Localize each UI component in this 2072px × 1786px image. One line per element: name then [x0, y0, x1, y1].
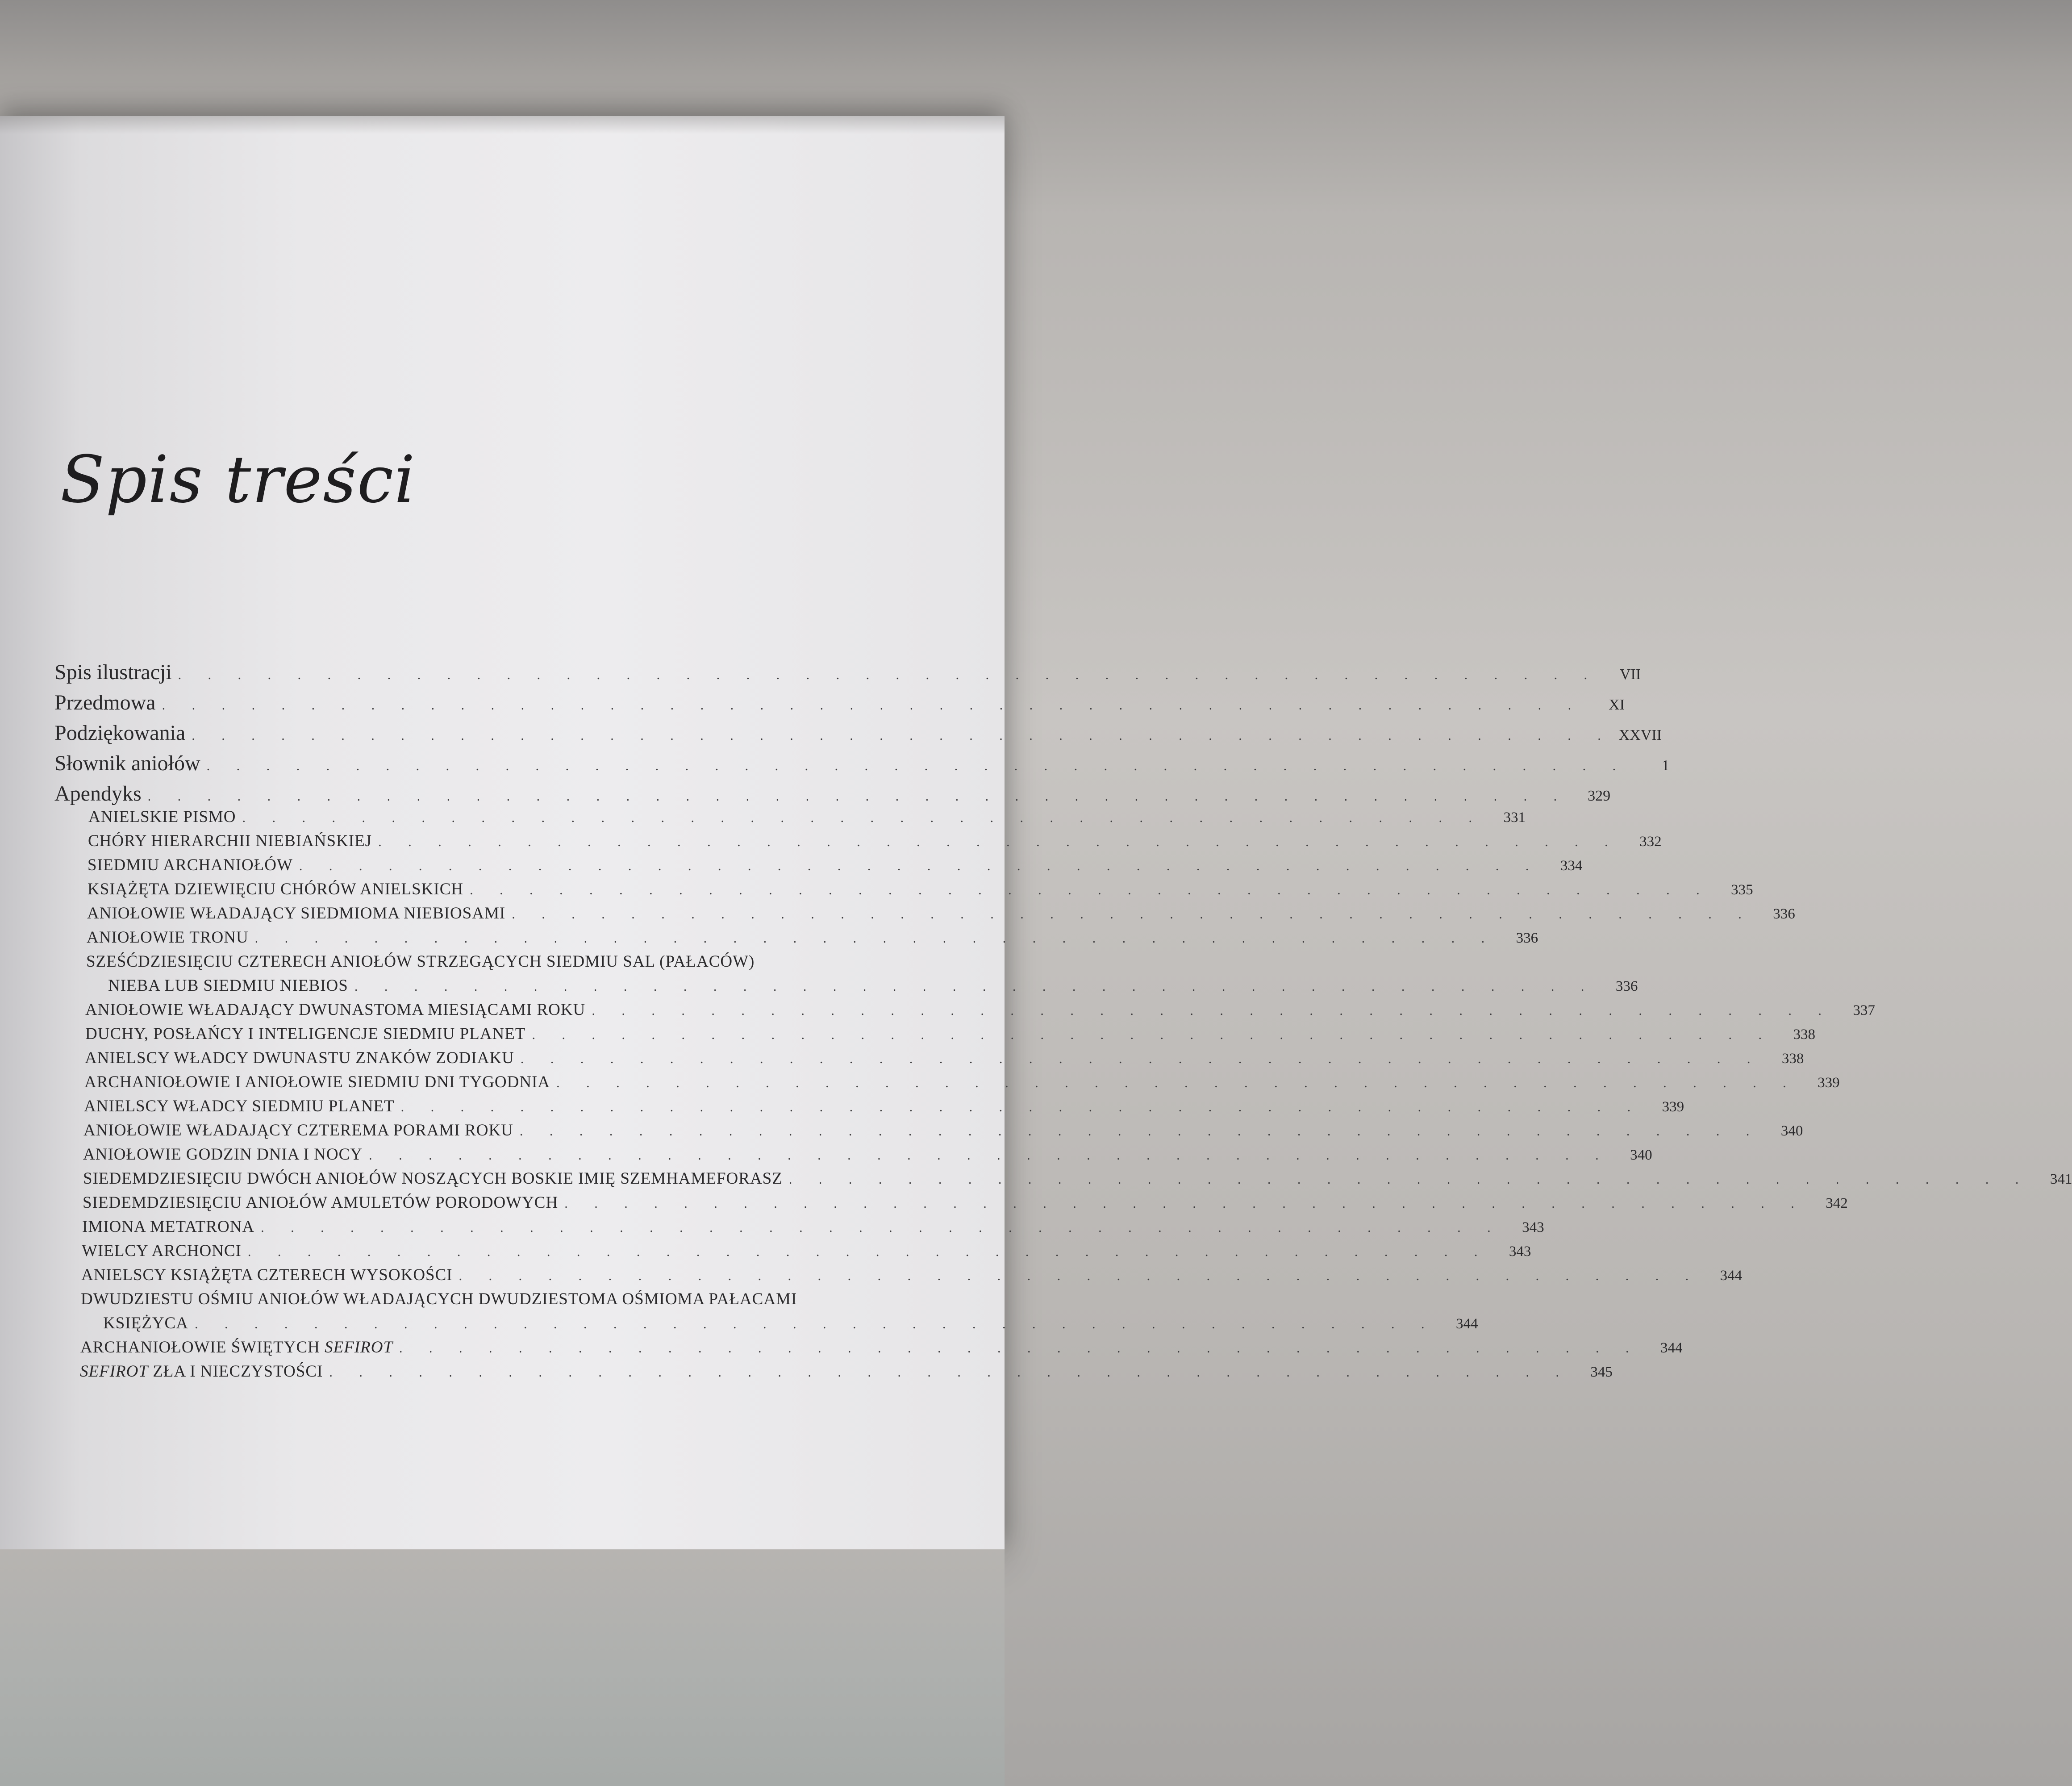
toc-page-number: 337 — [1853, 1002, 1875, 1018]
toc-page-number: 341 — [2050, 1171, 2072, 1187]
toc-page-number: 1 — [1662, 757, 1670, 774]
toc-subentry-label: ANIELSCY KSIĄŻĘTA CZTERECH WYSOKOŚCI — [81, 1266, 453, 1284]
toc-subentry[interactable] — [87, 904, 1795, 923]
toc-entry[interactable] — [54, 690, 1625, 715]
toc-page-number: 339 — [1662, 1099, 1684, 1115]
toc-subentry-label: ANIOŁOWIE TRONU — [87, 928, 249, 947]
toc-page-number: 343 — [1522, 1219, 1544, 1235]
leader-dots: . . . . . . . . . . . . . . . . . . . . . . . . . . . . . . . . . . . . . . . . . . — [470, 883, 1711, 897]
toc-entry[interactable] — [54, 781, 1611, 806]
label-text: ARCHANIOŁOWIE ŚWIĘTYCH — [80, 1338, 325, 1356]
toc-subentry[interactable] — [84, 1097, 1684, 1116]
toc-page-number: 334 — [1560, 858, 1583, 874]
leader-dots: . . . . . . . . . . . . . . . . . . . . . . . . . . . . . . . . . . . . . . . . . . — [242, 810, 1484, 825]
toc-subentry-label: SIEDEMDZIESIĘCIU DWÓCH ANIOŁÓW NOSZĄCYCH BOSKIE IMIĘ SZEMHAMEFORASZ — [83, 1169, 783, 1188]
leader-dots: . . . . . . . . . . . . . . . . . . . . . . . . . . . . . . . . . . . . . . . . . . — [299, 859, 1541, 873]
leader-dots: . . . . . . . . . . . . . . . . . . . . . . . . . . . . . . . . . . . . . . . . . . — [564, 1196, 1806, 1211]
leader-dots: . . . . . . . . . . . . . . . . . . . . . . . . . . . . . . . . . . . . . . . . . . . . . . . . — [206, 759, 1628, 773]
toc-page-number: XI — [1609, 697, 1625, 713]
leader-dots: . . . . . . . . . . . . . . . . . . . . . . . . . . . . . . . . . . . . . . . . . . — [399, 1341, 1641, 1356]
toc-subentry[interactable] — [81, 1265, 1743, 1285]
leader-dots: . . . . . . . . . . . . . . . . . . . . . . . . . . . . . . . . . . . . . . . . . . — [400, 1100, 1643, 1114]
toc-entry-label: Podziękowania — [54, 721, 186, 745]
toc-subentry-label: ANIELSCY WŁADCY SIEDMIU PLANET — [84, 1097, 395, 1115]
toc-subentry[interactable] — [88, 807, 1526, 826]
toc-subentry-label: ANIOŁOWIE WŁADAJĄCY DWUNASTOMA MIESIĄCAMI ROKU — [85, 1001, 586, 1019]
toc-page-number: 331 — [1503, 810, 1526, 826]
leader-dots: . . . . . . . . . . . . . . . . . . . . . . . . . . . . . . . . . . . . . . . . . . — [520, 1052, 1762, 1066]
toc-subentry-label: ARCHANIOŁOWIE I ANIOŁOWIE SIEDMIU DNI TYGODNIA — [84, 1073, 550, 1091]
toc-page-number: 335 — [1731, 882, 1753, 898]
toc-subentry[interactable] — [84, 1072, 1840, 1092]
toc-subentry[interactable] — [85, 1048, 1804, 1068]
toc-subentry-label: ANIOŁOWIE WŁADAJĄCY SIEDMIOMA NIEBIOSAMI — [87, 904, 506, 922]
leader-dots: . . . . . . . . . . . . . . . . . . . . . . . . . . . . . . . . . . . . . . . . . . — [459, 1269, 1701, 1283]
toc-subentry[interactable] — [88, 831, 1662, 851]
toc-page-number: 338 — [1781, 1051, 1804, 1067]
italic-term: SEFIROT — [325, 1338, 393, 1356]
toc-subentry-label: IMIONA METATRONA — [82, 1218, 255, 1236]
leader-dots: . . . . . . . . . . . . . . . . . . . . . . . . . . . . . . . . . . . . . . . . . . — [329, 1365, 1571, 1380]
leader-dots: . . . . . . . . . . . . . . . . . . . . . . . . . . . . . . . . . . . . . . . . . . — [592, 1003, 1833, 1018]
leader-dots: . . . . . . . . . . . . . . . . . . . . . . . . . . . . . . . . . . . . . . . . . . . . . . . . — [192, 728, 1613, 743]
toc-subentry-label: ANIOŁOWIE GODZIN DNIA I NOCY — [83, 1145, 363, 1164]
leader-dots: . . . . . . . . . . . . . . . . . . . . . . . . . . . . . . . . . . . . . . . . . . — [519, 1124, 1761, 1139]
leader-dots: . . . . . . . . . . . . . . . . . . . . . . . . . . . . . . . . . . . . . . . . . . . . . . . . — [178, 668, 1599, 682]
leader-dots: . . . . . . . . . . . . . . . . . . . . . . . . . . . . . . . . . . . . . . . . . . — [512, 907, 1753, 922]
leader-dots: . . . . . . . . . . . . . . . . . . . . . . . . . . . . . . . . . . . . . . . . . . — [378, 835, 1620, 849]
toc-subentry[interactable] — [83, 1145, 1652, 1164]
toc-subentry[interactable] — [103, 1314, 1478, 1333]
background-surface — [0, 1549, 1005, 1786]
toc-page-number: 344 — [1660, 1340, 1683, 1356]
toc-subentry-label — [80, 1362, 323, 1381]
toc-page-number: 340 — [1630, 1147, 1652, 1163]
leader-dots: . . . . . . . . . . . . . . . . . . . . . . . . . . . . . . . . . . . . . . . . . . . . . . . . — [147, 789, 1569, 804]
toc-page-number: 343 — [1509, 1244, 1531, 1260]
leader-dots: . . . . . . . . . . . . . . . . . . . . . . . . . . . . . . . . . . . . . . . . . . — [194, 1317, 1436, 1331]
toc-subentry-label: DUCHY, POSŁAŃCY I INTELIGENCJE SIEDMIU PLANET — [85, 1025, 526, 1043]
italic-term: SEFIROT — [80, 1362, 148, 1381]
toc-subentry[interactable] — [80, 1362, 1613, 1381]
toc-page-number: 336 — [1773, 906, 1795, 922]
toc-subentry[interactable] — [82, 1217, 1544, 1236]
toc-entry-label: Spis ilustracji — [54, 660, 172, 684]
toc-page-number: 344 — [1455, 1316, 1478, 1332]
leader-dots: . . . . . . . . . . . . . . . . . . . . . . . . . . . . . . . . . . . . . . . . . . — [532, 1027, 1773, 1042]
page-title: Spis treści — [60, 442, 416, 517]
toc-page-number: XXVII — [1618, 727, 1662, 743]
toc-subentry-label-line1[interactable]: DWUDZIESTU OŚMIU ANIOŁÓW WŁADAJĄCYCH DWUDZIESTOMA OŚMIOMA PAŁACAMI — [81, 1290, 797, 1308]
leader-dots: . . . . . . . . . . . . . . . . . . . . . . . . . . . . . . . . . . . . . . . . . . — [261, 1220, 1502, 1235]
leader-dots: . . . . . . . . . . . . . . . . . . . . . . . . . . . . . . . . . . . . . . . . . . — [254, 931, 1497, 946]
toc-page-number: 339 — [1818, 1075, 1840, 1091]
toc-subentry-label: ANIELSKIE PISMO — [88, 808, 236, 826]
toc-page-number: 336 — [1615, 978, 1638, 994]
leader-dots: . . . . . . . . . . . . . . . . . . . . . . . . . . . . . . . . . . . . . . . . . . — [354, 979, 1596, 994]
toc-page-number: 342 — [1826, 1195, 1848, 1211]
toc-subentry-label: NIEBA LUB SIEDMIU NIEBIOS — [108, 976, 348, 995]
toc-subentry[interactable] — [88, 880, 1753, 899]
toc-page-number: VII — [1619, 666, 1641, 683]
toc-subentry[interactable] — [85, 1024, 1815, 1043]
toc-subentry[interactable] — [88, 855, 1583, 875]
toc-subentry-label: KSIĘŻYCA — [103, 1314, 188, 1332]
toc-page-number: 332 — [1639, 834, 1662, 850]
toc-subentry[interactable] — [83, 1193, 1848, 1212]
toc-entry-label: Przedmowa — [54, 691, 156, 714]
toc-entry-label: Słownik aniołów — [54, 751, 200, 775]
toc-page-number: 338 — [1793, 1027, 1815, 1043]
toc-subentry-label: ANIOŁOWIE WŁADAJĄCY CZTEREMA PORAMI ROKU — [83, 1121, 513, 1139]
toc-subentry[interactable] — [108, 976, 1638, 995]
toc-entry[interactable] — [54, 721, 1662, 745]
toc-subentry-label: SIEDEMDZIESIĘCIU ANIOŁÓW AMULETÓW PORODOWYCH — [83, 1193, 559, 1212]
toc-page-number: 336 — [1516, 930, 1538, 946]
leader-dots: . . . . . . . . . . . . . . . . . . . . . . . . . . . . . . . . . . . . . . . . . . — [247, 1244, 1489, 1259]
toc-page-number: 340 — [1780, 1123, 1803, 1139]
toc-subentry[interactable] — [85, 1000, 1875, 1019]
leader-dots: . . . . . . . . . . . . . . . . . . . . . . . . . . . . . . . . . . . . . . . . . . — [369, 1148, 1610, 1163]
toc-subentry[interactable] — [87, 928, 1538, 947]
toc-subentry[interactable] — [80, 1338, 1683, 1357]
toc-entry[interactable] — [54, 751, 1670, 776]
toc-subentry-label: ANIELSCY WŁADCY DWUNASTU ZNAKÓW ZODIAKU — [85, 1049, 514, 1067]
toc-subentry-label: KSIĄŻĘTA DZIEWIĘCIU CHÓRÓW ANIELSKICH — [88, 880, 464, 898]
toc-subentry[interactable] — [83, 1169, 2072, 1188]
toc-entry-label: Apendyks — [54, 782, 142, 805]
toc-page-number: 329 — [1588, 788, 1611, 804]
leader-dots: . . . . . . . . . . . . . . . . . . . . . . . . . . . . . . . . . . . . . . . . . . — [556, 1076, 1798, 1090]
label-text: ZŁA I NIECZYSTOŚCI — [148, 1362, 323, 1381]
leader-dots: . . . . . . . . . . . . . . . . . . . . . . . . . . . . . . . . . . . . . . . . . . — [788, 1172, 2030, 1187]
toc-subentry-label: SIEDMIU ARCHANIOŁÓW — [88, 856, 293, 874]
toc-subentry[interactable] — [82, 1241, 1531, 1260]
toc-subentry-label-line1[interactable]: SZEŚĆDZIESIĘCIU CZTERECH ANIOŁÓW STRZEGĄCYCH SIEDMIU SAL (PAŁACÓW) — [86, 952, 755, 971]
toc-subentry-label: WIELCY ARCHONCI — [82, 1242, 242, 1260]
leader-dots: . . . . . . . . . . . . . . . . . . . . . . . . . . . . . . . . . . . . . . . . . . . . . . . . — [162, 698, 1583, 713]
toc-page-number: 344 — [1720, 1268, 1743, 1284]
toc-subentry-label — [80, 1338, 393, 1357]
toc-entry[interactable] — [54, 660, 1641, 684]
toc-page-number: 345 — [1590, 1364, 1613, 1380]
toc-subentry[interactable] — [83, 1121, 1803, 1140]
toc-subentry-label: CHÓRY HIERARCHII NIEBIAŃSKIEJ — [88, 832, 372, 850]
